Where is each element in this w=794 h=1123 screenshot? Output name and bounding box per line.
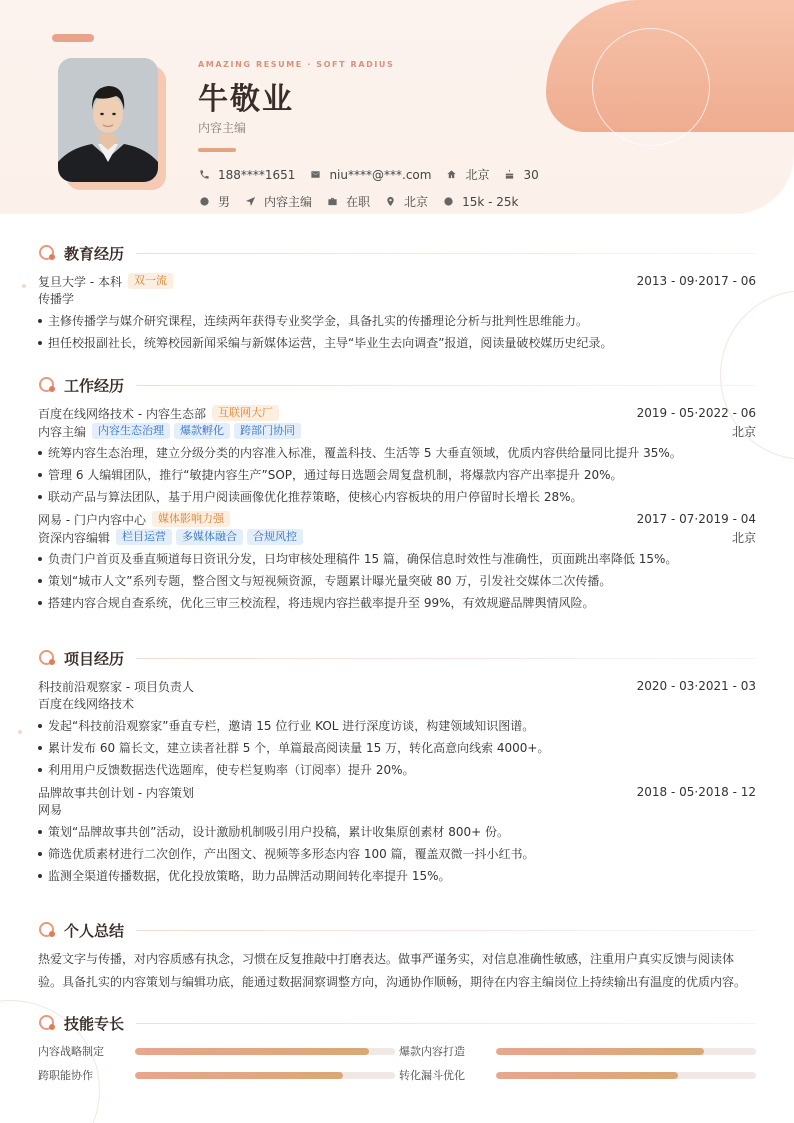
detail-salary-text: 15k - 25k	[462, 194, 519, 209]
section-divider	[136, 658, 756, 659]
skill-level-fill	[496, 1072, 678, 1079]
skill-tag: 栏目运营	[116, 529, 172, 545]
contact-age	[503, 168, 538, 182]
decorative-dot	[18, 730, 22, 734]
person-portrait-icon	[58, 58, 158, 182]
bullet-item: 主修传播学与媒介研究课程，连续两年获得专业奖学金，具备扎实的传播理论分析与批判性思维能力。	[38, 312, 756, 330]
skill-tag: 合规风控	[247, 529, 303, 545]
cake-icon	[503, 168, 516, 181]
entry-date: 2013 - 09·2017 - 06	[636, 274, 756, 288]
work-entry	[38, 404, 756, 506]
bullet-item: 统筹内容生态治理，建立分级分类的内容准入标准，覆盖科技、生活等 5 大垂直领域，优质内容供给量同比提升 35%。	[38, 444, 756, 462]
bullet-item: 搭建内容合规自查系统，优化三审三校流程，将违规内容拦截率提升至 99%，有效规避品牌舆情风险。	[38, 594, 756, 612]
skill-level-fill	[496, 1048, 704, 1055]
detail-gender	[198, 193, 230, 210]
skill-level-fill	[135, 1072, 343, 1079]
bullet-item: 监测全渠道传播数据，优化投放策略，助力品牌活动期间转化率提升 15%。	[38, 867, 756, 885]
bullet-list	[38, 823, 756, 885]
section-title: 教育经历	[64, 244, 125, 263]
section-header	[38, 1012, 756, 1034]
company-tag: 互联网大厂	[212, 405, 279, 421]
skill-item	[399, 1042, 756, 1060]
detail-row	[198, 193, 532, 210]
detail-status	[326, 193, 370, 210]
skills-section	[38, 1012, 756, 1084]
bullet-item: 累计发布 60 篇长文，建立读者社群 5 个，单篇最高阅读量 15 万，转化高意向线索 4000+。	[38, 739, 756, 757]
location-pin-icon	[384, 195, 397, 208]
briefcase-icon	[326, 195, 339, 208]
bullet-list	[38, 550, 756, 612]
entry-date: 2018 - 05·2018 - 12	[636, 785, 756, 799]
skill-track	[496, 1048, 756, 1055]
company-tag: 媒体影响力强	[152, 511, 230, 527]
entry-header	[38, 272, 756, 290]
contact-phone	[198, 168, 295, 182]
section-title: 项目经历	[64, 649, 125, 668]
skill-label: 跨职能协作	[38, 1069, 93, 1082]
bullet-item: 发起“科技前沿观察家”垂直专栏，邀请 15 位行业 KOL 进行深度访谈，构建领域知识图谱。	[38, 717, 756, 735]
detail-salary	[442, 195, 518, 209]
projects-section	[38, 647, 756, 889]
section-title: 工作经历	[64, 376, 125, 395]
detail-position	[244, 193, 312, 210]
contact-city	[445, 166, 489, 183]
work-city: 北京	[731, 530, 756, 545]
entry-header	[38, 677, 756, 695]
education-entry	[38, 272, 756, 352]
mail-icon	[309, 168, 322, 181]
detail-location-text: 北京	[404, 195, 429, 209]
section-divider	[136, 385, 756, 386]
project-org: 百度在线网络技术	[38, 697, 135, 711]
project-entry	[38, 783, 756, 885]
entry-header	[38, 783, 756, 801]
section-bullet-icon	[38, 648, 58, 668]
bullet-item: 担任校报副社长，统筹校园新闻采编与新媒体运营，主导“毕业生去向调查”报道，阅读量破校媒历史纪录。	[38, 334, 756, 352]
skill-tag: 跨部门协同	[234, 423, 301, 439]
bullet-item: 联动产品与算法团队，基于用户阅读画像优化推荐策略，使核心内容板块的用户停留时长增长 28%。	[38, 488, 756, 506]
salary-icon	[442, 195, 455, 208]
skills-grid	[38, 1042, 756, 1084]
resume-tagline: AMAZING RESUME · SOFT RADIUS	[198, 60, 395, 69]
entry-date: 2020 - 03·2021 - 03	[636, 679, 756, 693]
section-header	[38, 647, 756, 669]
position-row	[38, 528, 756, 546]
detail-gender-text: 男	[218, 195, 231, 209]
section-header	[38, 919, 756, 941]
section-header	[38, 242, 756, 264]
avatar	[58, 58, 158, 182]
education-section	[38, 242, 756, 356]
contact-row	[198, 166, 553, 183]
work-city: 北京	[731, 424, 756, 439]
school-tag: 双一流	[128, 273, 173, 289]
gender-icon	[198, 195, 211, 208]
company-name: 网易 - 门户内容中心	[38, 512, 146, 527]
section-bullet-icon	[38, 243, 58, 263]
summary-text	[38, 948, 756, 994]
skill-label: 内容战略制定	[38, 1045, 104, 1058]
skill-tag: 内容生态治理	[92, 423, 170, 439]
skill-item	[38, 1042, 395, 1060]
entry-date: 2019 - 05·2022 - 06	[636, 406, 756, 420]
bullet-list	[38, 444, 756, 506]
detail-location	[384, 193, 428, 210]
candidate-role: 内容主编	[198, 121, 247, 135]
skill-label: 转化漏斗优化	[399, 1069, 465, 1082]
skill-track	[135, 1048, 395, 1055]
section-divider	[136, 253, 756, 254]
project-name: 品牌故事共创计划 - 内容策划	[38, 785, 194, 800]
send-icon	[244, 195, 257, 208]
bullet-item: 策划“城市人文”系列专题，整合图文与短视频资源，专题累计曝光量突破 80 万，引发社交媒体二次传播。	[38, 572, 756, 590]
accent-pill	[52, 34, 94, 42]
skill-tag: 多媒体融合	[176, 529, 243, 545]
section-header	[38, 374, 756, 396]
position-row	[38, 422, 756, 440]
position-name: 资深内容编辑	[38, 530, 111, 545]
skill-tag: 爆款孵化	[174, 423, 230, 439]
phone-icon	[198, 168, 211, 181]
section-bullet-icon	[38, 920, 58, 940]
summary-section	[38, 919, 756, 994]
project-name: 科技前沿观察家 - 项目负责人	[38, 679, 194, 694]
work-entry	[38, 510, 756, 612]
entry-header	[38, 404, 756, 422]
bullet-item: 管理 6 人编辑团队，推行“敏捷内容生产”SOP，通过每日选题会周复盘机制，将爆款内容产出率提升 20%。	[38, 466, 756, 484]
skill-track	[135, 1072, 395, 1079]
skill-item	[38, 1066, 395, 1084]
skill-level-fill	[135, 1048, 369, 1055]
bullet-item: 筛选优质素材进行二次创作，产出图文、视频等多形态内容 100 篇，覆盖双微一抖小红书。	[38, 845, 756, 863]
decorative-circle	[592, 28, 710, 146]
project-org: 网易	[38, 803, 63, 817]
section-bullet-icon	[38, 1013, 58, 1033]
school-name: 复旦大学 - 本科	[38, 274, 122, 289]
work-section	[38, 374, 756, 616]
section-title: 个人总结	[64, 921, 125, 940]
major: 传播学	[38, 292, 75, 306]
entry-header	[38, 510, 756, 528]
section-divider	[136, 930, 756, 931]
bullet-item: 利用用户反馈数据迭代选题库，使专栏复购率（订阅率）提升 20%。	[38, 761, 756, 779]
home-icon	[445, 168, 458, 181]
skill-label: 爆款内容打造	[399, 1045, 465, 1058]
skill-item	[399, 1066, 756, 1084]
summary-line: 验。具备扎实的内容策划与编辑功底，能通过数据洞察调整方向，沟通协作顺畅，期待在内容主编岗位上持续输出有温度的优质内容。	[38, 975, 747, 989]
bullet-item: 负责门户首页及垂直频道每日资讯分发，日均审核处理稿件 15 篇，确保信息时效性与准确性，页面跳出率降低 15%。	[38, 550, 756, 568]
contact-email	[309, 168, 431, 182]
candidate-name: 牛敬业	[198, 82, 294, 117]
entry-date: 2017 - 07·2019 - 04	[636, 512, 756, 526]
project-entry	[38, 677, 756, 779]
bullet-list	[38, 312, 756, 352]
contact-phone-text: 188****1651	[218, 167, 296, 182]
position-name: 内容主编	[38, 424, 87, 439]
name-accent-bar	[198, 148, 236, 152]
contact-email-text: niu****@***.com	[329, 167, 432, 182]
section-bullet-icon	[38, 375, 58, 395]
contact-city-text: 北京	[465, 168, 490, 182]
contact-age-text: 30	[523, 167, 539, 182]
bullet-item: 策划“品牌故事共创”活动，设计激励机制吸引用户投稿，累计收集原创素材 800+ 份。	[38, 823, 756, 841]
skill-track	[496, 1072, 756, 1079]
avatar-frame	[58, 58, 164, 188]
detail-position-text: 内容主编	[264, 195, 313, 209]
detail-status-text: 在职	[346, 195, 371, 209]
bullet-list	[38, 717, 756, 779]
section-title: 技能专长	[64, 1014, 125, 1033]
decorative-dot	[22, 284, 26, 288]
company-name: 百度在线网络技术 - 内容生态部	[38, 406, 206, 421]
summary-line: 热爱文字与传播，对内容质感有执念，习惯在反复推敲中打磨表达。做事严谨务实，对信息准确性敏感，注重用户真实反馈与阅读体	[38, 952, 735, 966]
section-divider	[136, 1023, 756, 1024]
